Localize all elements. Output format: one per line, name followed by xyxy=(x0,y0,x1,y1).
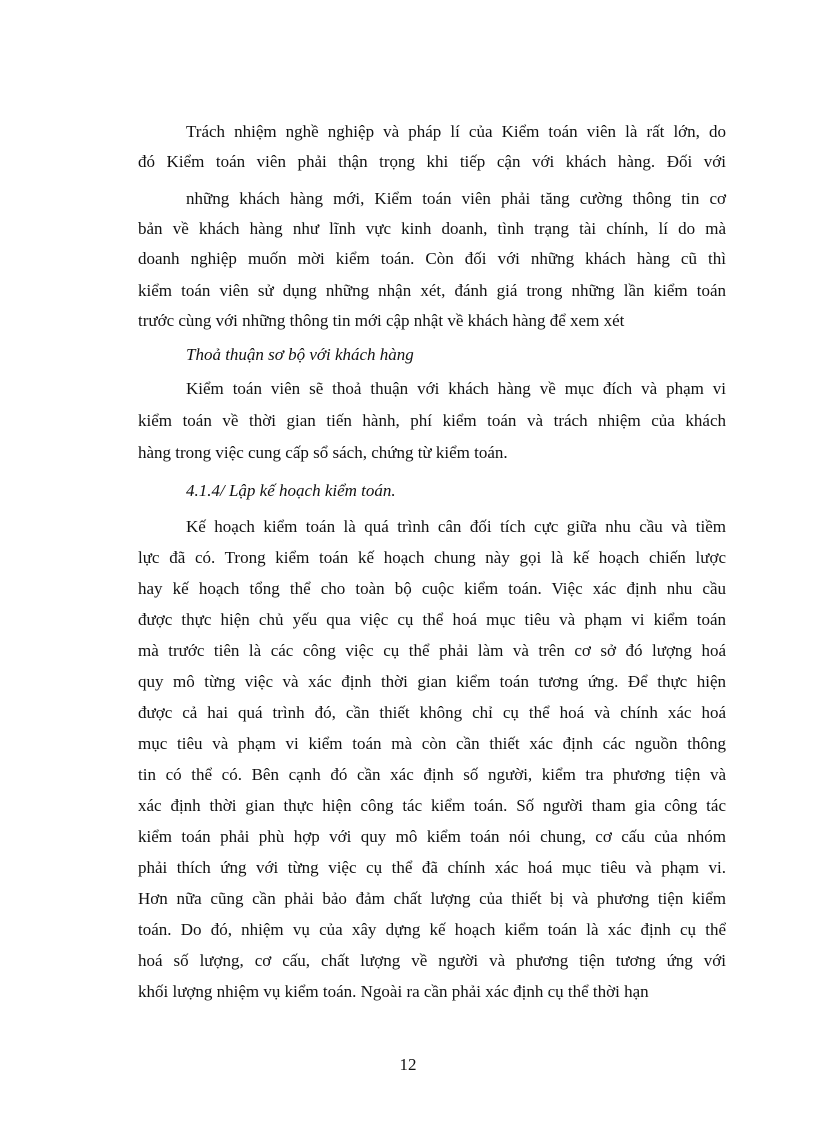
body-line: Kế hoạch kiểm toán là quá trình cân đối tích cực giữa nhu cầu và tiềm xyxy=(186,517,726,536)
body-line: kiểm toán phải phù hợp với quy mô kiểm toán nói chung, cơ cấu của nhóm xyxy=(138,827,726,846)
body-line: xác định thời gian thực hiện công tác kiểm toán. Số người tham gia công tác xyxy=(138,796,726,815)
body-line: doanh nghiệp muốn mời kiểm toán. Còn đối với những khách hàng cũ thì xyxy=(138,249,726,268)
body-line: được cả hai quá trình đó, cần thiết không chỉ cụ thể hoá và chính xác hoá xyxy=(138,703,726,722)
body-line: mà trước tiên là các công việc cụ thể phải làm và trên cơ sở đó lượng hoá xyxy=(138,641,726,660)
body-line: quy mô từng việc và xác định thời gian kiểm toán tương ứng. Để thực hiện xyxy=(138,672,726,691)
body-line: phải thích ứng với từng việc cụ thể đã chính xác hoá mục tiêu và phạm vi. xyxy=(138,858,726,877)
body-line: đó Kiểm toán viên phải thận trọng khi tiếp cận với khách hàng. Đối với xyxy=(138,152,726,171)
body-line: kiểm toán về thời gian tiến hành, phí kiểm toán và trách nhiệm của khách xyxy=(138,411,726,430)
body-line: bản về khách hàng như lĩnh vực kinh doanh, tình trạng tài chính, lí do mà xyxy=(138,219,726,238)
body-line: Trách nhiệm nghề nghiệp và pháp lí của Kiểm toán viên là rất lớn, do xyxy=(186,122,726,141)
body-line: được thực hiện chủ yếu qua việc cụ thể hoá mục tiêu và phạm vi kiểm toán xyxy=(138,610,726,629)
subsection-heading: Thoả thuận sơ bộ với khách hàng xyxy=(186,345,414,364)
body-line: Kiểm toán viên sẽ thoả thuận với khách hàng về mục đích và phạm vi xyxy=(186,379,726,398)
body-line: tin có thể có. Bên cạnh đó cần xác định số người, kiểm tra phương tiện và xyxy=(138,765,726,784)
body-line: mục tiêu và phạm vi kiểm toán mà còn cần thiết xác định các nguồn thông xyxy=(138,734,726,753)
body-line: kiểm toán viên sử dụng những nhận xét, đánh giá trong những lần kiểm toán xyxy=(138,281,726,300)
body-line: toán. Do đó, nhiệm vụ của xây dựng kế hoạch kiểm toán là xác định cụ thể xyxy=(138,920,726,939)
body-line: khối lượng nhiệm vụ kiểm toán. Ngoài ra cần phải xác định cụ thể thời hạn xyxy=(138,982,649,1001)
section-heading: 4.1.4/ Lập kế hoạch kiểm toán. xyxy=(186,481,396,500)
body-line: hoá số lượng, cơ cấu, chất lượng về người và phương tiện tương ứng với xyxy=(138,951,726,970)
body-line: Hơn nữa cũng cần phải bảo đảm chất lượng của thiết bị và phương tiện kiểm xyxy=(138,889,726,908)
page-number: 12 xyxy=(399,1055,417,1074)
body-line: những khách hàng mới, Kiểm toán viên phải tăng cường thông tin cơ xyxy=(186,189,726,208)
body-line: hay kế hoạch tổng thể cho toàn bộ cuộc kiểm toán. Việc xác định nhu cầu xyxy=(138,579,726,598)
body-line: lực đã có. Trong kiểm toán kế hoạch chung này gọi là kế hoạch chiến lược xyxy=(138,548,726,567)
body-line: trước cùng với những thông tin mới cập nhật về khách hàng để xem xét xyxy=(138,311,625,330)
body-line: hàng trong việc cung cấp sổ sách, chứng từ kiểm toán. xyxy=(138,443,508,462)
